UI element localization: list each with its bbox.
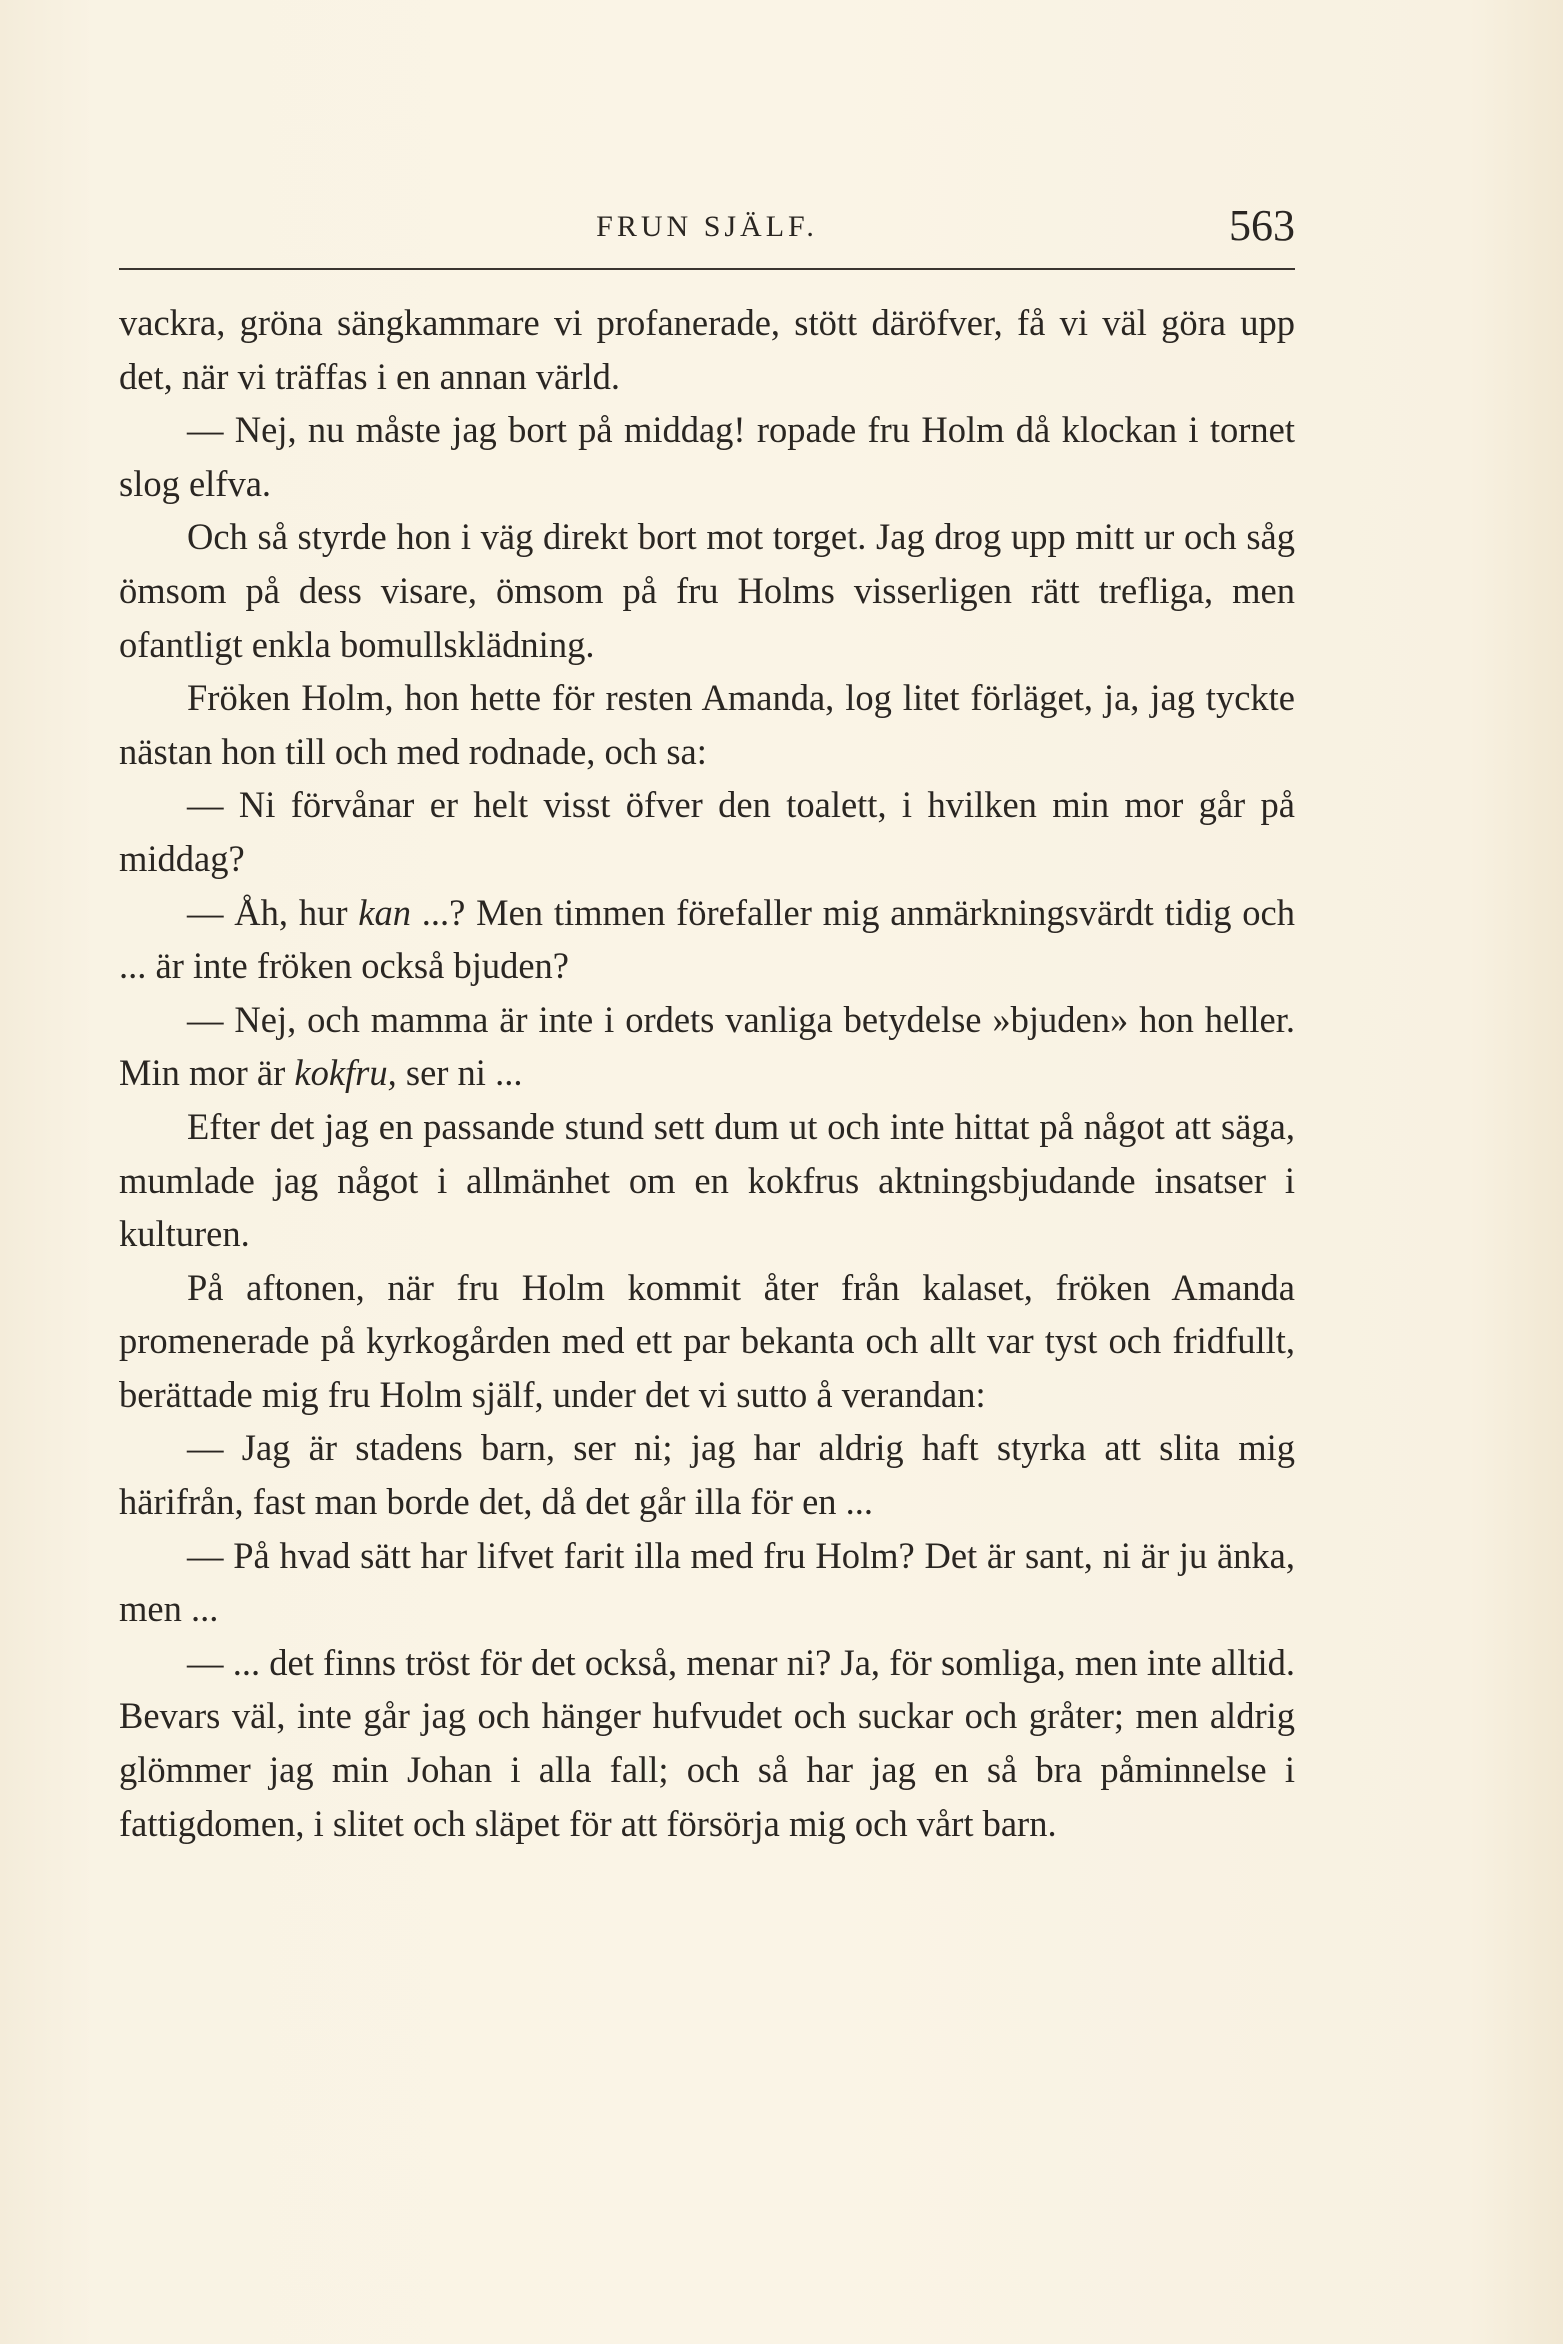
italic-word: kokfru, [294, 1052, 397, 1094]
text-segment: ser ni ... [396, 1052, 523, 1094]
paragraph: — Ni förvånar er helt visst öfver den toalett, i hvilken min mor går på middag? [119, 784, 1295, 879]
page-number: 563 [1229, 201, 1295, 250]
paragraph: Fröken Holm, hon hette för resten Amanda, log litet förläget, ja, jag tyckte nästan hon till och med rodnade, och sa: [119, 677, 1295, 772]
paragraph: — Nej, nu måste jag bort på middag! ropade fru Holm då klockan i tornet slog elfva. [119, 409, 1295, 504]
paragraph [119, 993, 1295, 1100]
italic-word: kan [358, 891, 411, 933]
paragraph: — På hvad sätt har lifvet farit illa med fru Holm? Det är sant, ni är ju änka, men ... [119, 1534, 1295, 1630]
paragraph: Efter det jag en passande stund sett dum ut och inte hittat på något att säga, mumlade jag något i allmänhet om en kokfrus aktningsbjudande insatser i kulturen. [119, 1105, 1295, 1255]
text-segment: — Nej, och mamma är inte i ordets vanliga betydelse »bjuden» hon heller. Min mor är [119, 998, 1295, 1094]
page-header [119, 200, 1295, 270]
running-title: FRUN SJÄLF. [596, 210, 818, 243]
body-text [119, 296, 1295, 1850]
paragraph: vackra, gröna sängkammare vi profanerade, stött däröfver, få vi väl göra upp det, när vi träffas i en annan värld. [119, 302, 1295, 397]
paragraph [119, 886, 1295, 993]
paragraph: På aftonen, när fru Holm kommit åter från kalaset, fröken Amanda promenerade på kyrkogården med ett par bekanta och allt var tyst och fridfullt, berättade mig fru Holm själf, under det vi sutto å verandan: [119, 1266, 1295, 1415]
text-segment: — Åh, hur [187, 891, 359, 933]
text-segment: ...? Men timmen förefaller mig anmärkningsvärdt tidig och ... är inte fröken också bjuden? [119, 891, 1295, 987]
paragraph: Och så styrde hon i väg direkt bort mot torget. Jag drog upp mitt ur och såg ömsom på dess visare, ömsom på fru Holms visserligen rätt trefliga, men ofantligt enkla bomullsklädning. [119, 516, 1295, 665]
paragraph: — Jag är stadens barn, ser ni; jag har aldrig haft styrka att slita mig härifrån, fast man borde det, då det går illa för en ... [119, 1427, 1295, 1523]
paragraph: — ... det finns tröst för det också, menar ni? Ja, för somliga, men inte alltid. Bevars väl, inte går jag och hänger hufvudet och suckar och gråter; men aldrig glömmer jag min Johan i alla fall; och så har jag en så bra påminnelse i fattigdomen, i slitet och släpet för att försörja mig och vårt barn. [119, 1641, 1295, 1844]
